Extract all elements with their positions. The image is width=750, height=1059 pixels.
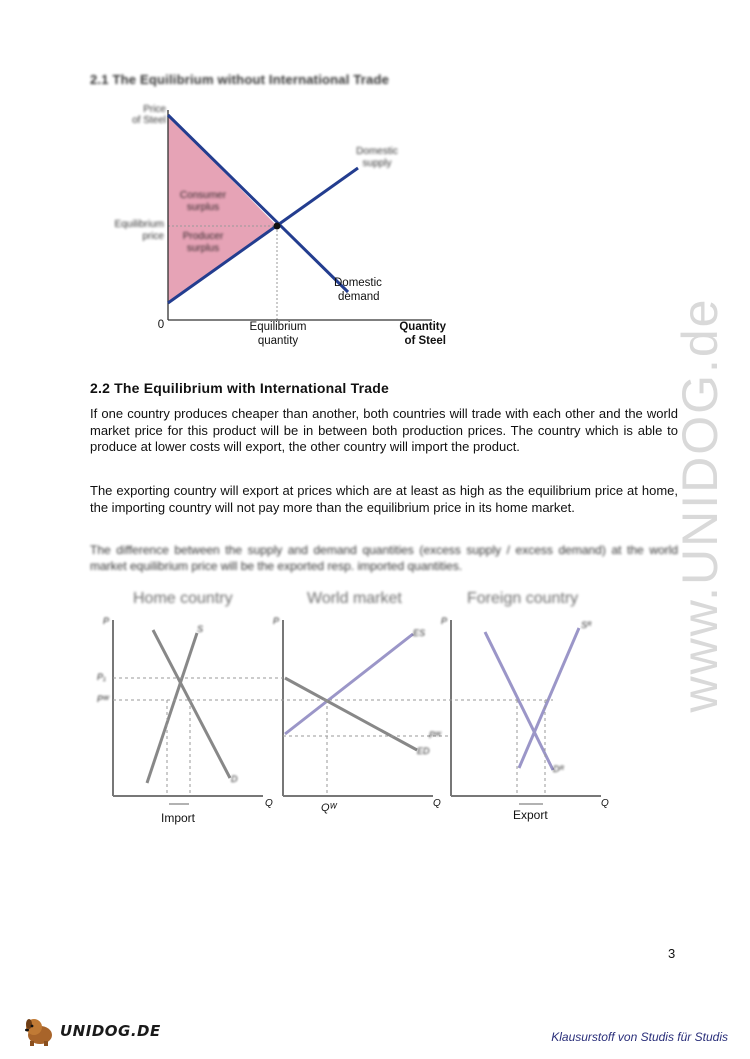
paragraph-2: The exporting country will export at prices which are at least as high as the equilibrium price at home, the importing country will not pay more than the equilibrium price in its home market. <box>90 483 678 515</box>
footer-tagline: Klausurstoff von Studis für Studis <box>551 1030 728 1044</box>
home-world-price-label: Pᵂ <box>97 694 109 704</box>
footer-logo[interactable] <box>22 1015 172 1047</box>
panel-title-foreign: Foreign country <box>467 590 579 607</box>
origin-label: 0 <box>157 319 165 331</box>
world-qw-label: Qᵂ <box>321 802 337 814</box>
x-axis-label: Quantity of Steel <box>399 321 446 347</box>
world-y-label: P <box>273 616 280 626</box>
foreign-x-label: Q <box>601 798 609 809</box>
foreign-supply-curve <box>519 628 579 768</box>
panel-title-world: World market <box>307 590 402 607</box>
trade-panels-svg <box>95 588 620 828</box>
foreign-supply-label: Sᴿ <box>581 620 592 630</box>
equilibrium-point <box>274 223 281 230</box>
paragraph-1: If one country produces cheaper than another, both countries will trade with each other and the world market price for this product will be in between both production prices. The country which is able to produce at lower costs will export, the other country will import the product. <box>90 406 678 454</box>
producer-surplus-label: Producer surplus <box>182 231 224 254</box>
paragraph-3: The difference between the supply and demand quantities (excess supply / excess demand) at the world market equilibrium price will be the exported resp. imported quantities. <box>90 543 678 573</box>
demand-label: Domestic demand <box>334 277 382 303</box>
home-demand-label: D <box>231 774 238 784</box>
home-supply-label: S <box>197 624 204 634</box>
foreign-price-label: Pᵂ <box>429 730 441 740</box>
section-heading-2-2: 2.2 The Equilibrium with International Trade <box>90 380 389 396</box>
home-price-label: P₁ <box>97 672 106 682</box>
equilibrium-price-label: Equilibrium price <box>114 219 164 242</box>
world-demand-label: ED <box>417 746 430 756</box>
figure-equilibrium-no-trade <box>90 98 450 358</box>
supply-label: Domestic supply <box>356 146 398 169</box>
panel-title-home: Home country <box>133 590 233 607</box>
world-excess-demand-curve <box>285 678 417 750</box>
foreign-demand-label: Dᴿ <box>553 764 564 774</box>
foreign-y-label: P <box>441 616 448 626</box>
y-axis-label: Price of Steel <box>132 104 166 126</box>
foreign-demand-curve <box>485 632 553 770</box>
section-heading-2-1: 2.1 The Equilibrium without International Trade <box>90 72 390 87</box>
page-number: 3 <box>668 946 676 961</box>
world-supply-label: ES <box>413 628 426 638</box>
home-x-label: Q <box>265 798 273 809</box>
world-excess-supply-curve <box>285 634 413 734</box>
import-label: Import <box>161 811 196 825</box>
logo-text: UNIDOG.DE <box>60 1022 161 1040</box>
world-x-label: Q <box>433 798 441 809</box>
consumer-surplus-label: Consumer surplus <box>179 190 227 213</box>
figure-trade-panels <box>95 588 620 828</box>
export-label: Export <box>513 808 548 822</box>
dog-logo-icon <box>22 1015 58 1047</box>
watermark-text: www.UNIDOG.de <box>672 297 728 713</box>
equilibrium-quantity-label: Equilibrium quantity <box>249 321 307 347</box>
home-y-label: P <box>103 616 110 626</box>
